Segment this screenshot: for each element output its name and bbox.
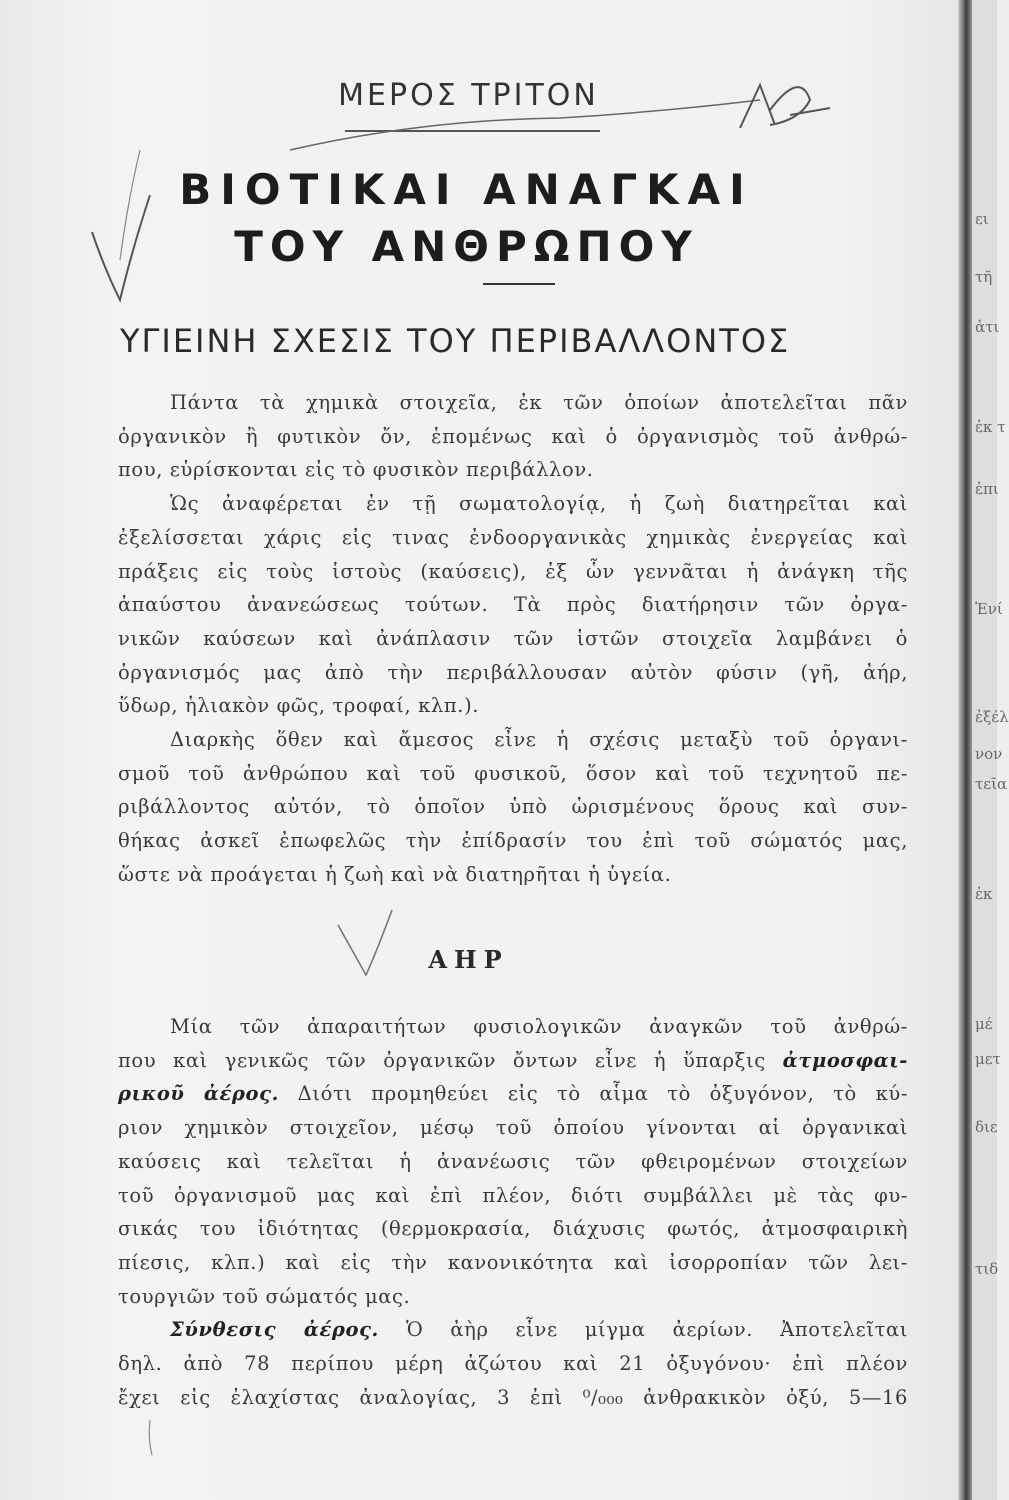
- margin-fragment: ἐκ τ: [975, 418, 1006, 436]
- section-subtitle: ΥΓΙΕΙΝΗ ΣΧΕΣΙΣ ΤΟΥ ΠΕΡΙΒΑΛΛΟΝΤΟΣ: [120, 322, 791, 360]
- margin-fragment: ἐξέλ: [975, 708, 1009, 726]
- margin-fragment: τῆ: [975, 268, 993, 286]
- margin-fragment: ει: [975, 210, 989, 228]
- text-span: Ὁ ἀὴρ εἶνε μίγμα ἀερίων. Ἀποτελεῖται: [378, 1318, 908, 1342]
- text-line: που, εὑρίσκονται εἰς τὸ φυσικὸν περιβάλλον.: [118, 458, 594, 482]
- bold-term: Σύνθεσις ἀέρος.: [170, 1318, 379, 1342]
- text-line: τουργιῶν τοῦ σώματός μας.: [118, 1284, 411, 1308]
- margin-fragment: ἐπι: [975, 480, 999, 498]
- bold-term: ρικοῦ ἀέρος.: [118, 1082, 279, 1106]
- text-line: πίεσις, κλπ.) καὶ εἰς τὴν κανονικότητα καὶ ἰσορροπίαν τῶν λει-: [118, 1250, 908, 1274]
- text-span: Διότι προμηθεύει εἰς τὸ αἷμα τὸ ὀξυγόνον, τὸ κύ-: [278, 1082, 909, 1106]
- book-spine-shadow: [958, 0, 972, 1500]
- text-line: ἐξελίσσεται χάρις εἰς τινας ἐνδοοργανικὰς χημικὰς ἐνεργείας καὶ: [118, 525, 908, 549]
- text-line: Πάντα τὰ χημικὰ στοιχεῖα, ἐκ τῶν ὁποίων ἀποτελεῖται πᾶν: [170, 391, 908, 414]
- text-span: που καὶ γενικῶς τῶν ὀργανικῶν ὄντων εἶνε ἡ ὕπαρξις: [118, 1048, 783, 1072]
- margin-fragment: Ἐνί: [975, 600, 1003, 618]
- text-line: Διαρκὴς ὅθεν καὶ ἄμεσος εἶνε ἡ σχέσις μεταξὺ τοῦ ὀργανι-: [170, 728, 908, 752]
- part-title: ΜΕΡΟΣ ΤΡΙΤΟΝ: [338, 78, 599, 113]
- margin-fragment: μέ: [975, 1015, 993, 1033]
- part-title-rule: [345, 130, 600, 132]
- text-line: θήκας ἀσκεῖ ἐπωφελῶς τὴν ἐπίδρασίν του ἐπὶ τοῦ σώματός μας,: [118, 829, 908, 853]
- text-line: σικάς του ἰδιότητας (θερμοκρασία, διάχυσις φωτός, ἀτμοσφαιρικὴ: [118, 1217, 908, 1241]
- text-line: Ὡς ἀναφέρεται ἐν τῇ σωματολογίᾳ, ἡ ζωὴ διατηρεῖται καὶ: [170, 492, 908, 516]
- title-rule: [483, 283, 555, 285]
- text-line: [118, 1313, 908, 1347]
- margin-fragment: τιδ: [975, 1260, 999, 1278]
- text-line: ὀργανισμός μας ἀπὸ τὴν περιβάλλουσαν αὐτὸν φύσιν (γῆ, ἀήρ,: [118, 660, 908, 684]
- text-line: ὀργανικὸν ἢ φυτικὸν ὄν, ἑπομένως καὶ ὁ ὀργανισμὸς τοῦ ἀνθρώ-: [118, 424, 908, 448]
- text-line: Μία τῶν ἀπαραιτήτων φυσιολογικῶν ἀναγκῶν τοῦ ἀνθρώ-: [170, 1015, 908, 1038]
- text-line: τοῦ ὀργανισμοῦ μας καὶ ἐπὶ πλέον, διότι συμβάλλει μὲ τὰς φυ-: [118, 1183, 908, 1207]
- text-line: ὥστε νὰ προάγεται ἡ ζωὴ καὶ νὰ διατηρῆται ἡ ὑγεία.: [118, 862, 672, 886]
- margin-fragment: τεῖα: [975, 775, 1008, 793]
- margin-fragment: ἀτι: [975, 318, 1000, 336]
- text-line: [118, 1077, 908, 1111]
- margin-fragment: μετ: [975, 1050, 1001, 1068]
- text-line: νικῶν καύσεων καὶ ἀνάπλασιν τῶν ἱστῶν στοιχεῖα λαμβάνει ὁ: [118, 626, 908, 650]
- text-line: ἀπαύστου ἀνανεώσεως τούτων. Τὰ πρὸς διατήρησιν τῶν ὀργα-: [118, 593, 908, 617]
- bold-term: ἀτμοσφαι-: [782, 1048, 908, 1072]
- margin-fragment: νον: [975, 745, 1003, 763]
- facing-page-edge: [972, 0, 1009, 1500]
- text-line: πράξεις εἰς τοὺς ἱστοὺς (καύσεις), ἐξ ὧν γεννᾶται ἡ ἀνάγκη τῆς: [118, 559, 908, 583]
- text-line: ριβάλλοντος αὐτόν, τὸ ὁποῖον ὑπὸ ὡρισμένους ὅρους καὶ συν-: [118, 795, 908, 819]
- text-line: καύσεις καὶ τελεῖται ἡ ἀνανέωσις τῶν φθειρομένων στοιχείων: [118, 1149, 908, 1173]
- margin-fragment: διε: [975, 1118, 998, 1136]
- section-1-body: [118, 386, 908, 892]
- text-line: ριον χημικὸν στοιχεῖον, μέσῳ τοῦ ὁποίου γίνονται αἱ ὀργανικαὶ: [118, 1116, 908, 1140]
- text-line: ὕδωρ, ἡλιακὸν φῶς, τροφαί, κλπ.).: [118, 694, 480, 718]
- main-title-line-1: ΒΙΟΤΙΚΑΙ ΑΝΑΓΚΑΙ: [179, 165, 754, 214]
- margin-fragment: ἐκ: [975, 885, 993, 903]
- section-2-body: [118, 1010, 908, 1414]
- text-line: ἔχει εἰς ἐλαχίστας ἀναλογίας, 3 ἐπὶ ⁰/₀₀₀ ἀνθρακικὸν ὀξύ, 5—16: [118, 1385, 908, 1409]
- heading-air: ΑΗΡ: [428, 945, 509, 974]
- main-title-line-2: ΤΟΥ ΑΝΘΡΩΠΟΥ: [234, 222, 699, 271]
- text-line: δηλ. ἀπὸ 78 περίπου μέρη ἀζώτου καὶ 21 ὀξυγόνου· ἐπὶ πλέον: [118, 1352, 908, 1376]
- text-line: σμοῦ τοῦ ἀνθρώπου καὶ τοῦ φυσικοῦ, ὅσον καὶ τοῦ τεχνητοῦ πε-: [118, 761, 908, 785]
- pencil-scribble: [149, 1420, 152, 1455]
- text-line: [118, 1044, 908, 1078]
